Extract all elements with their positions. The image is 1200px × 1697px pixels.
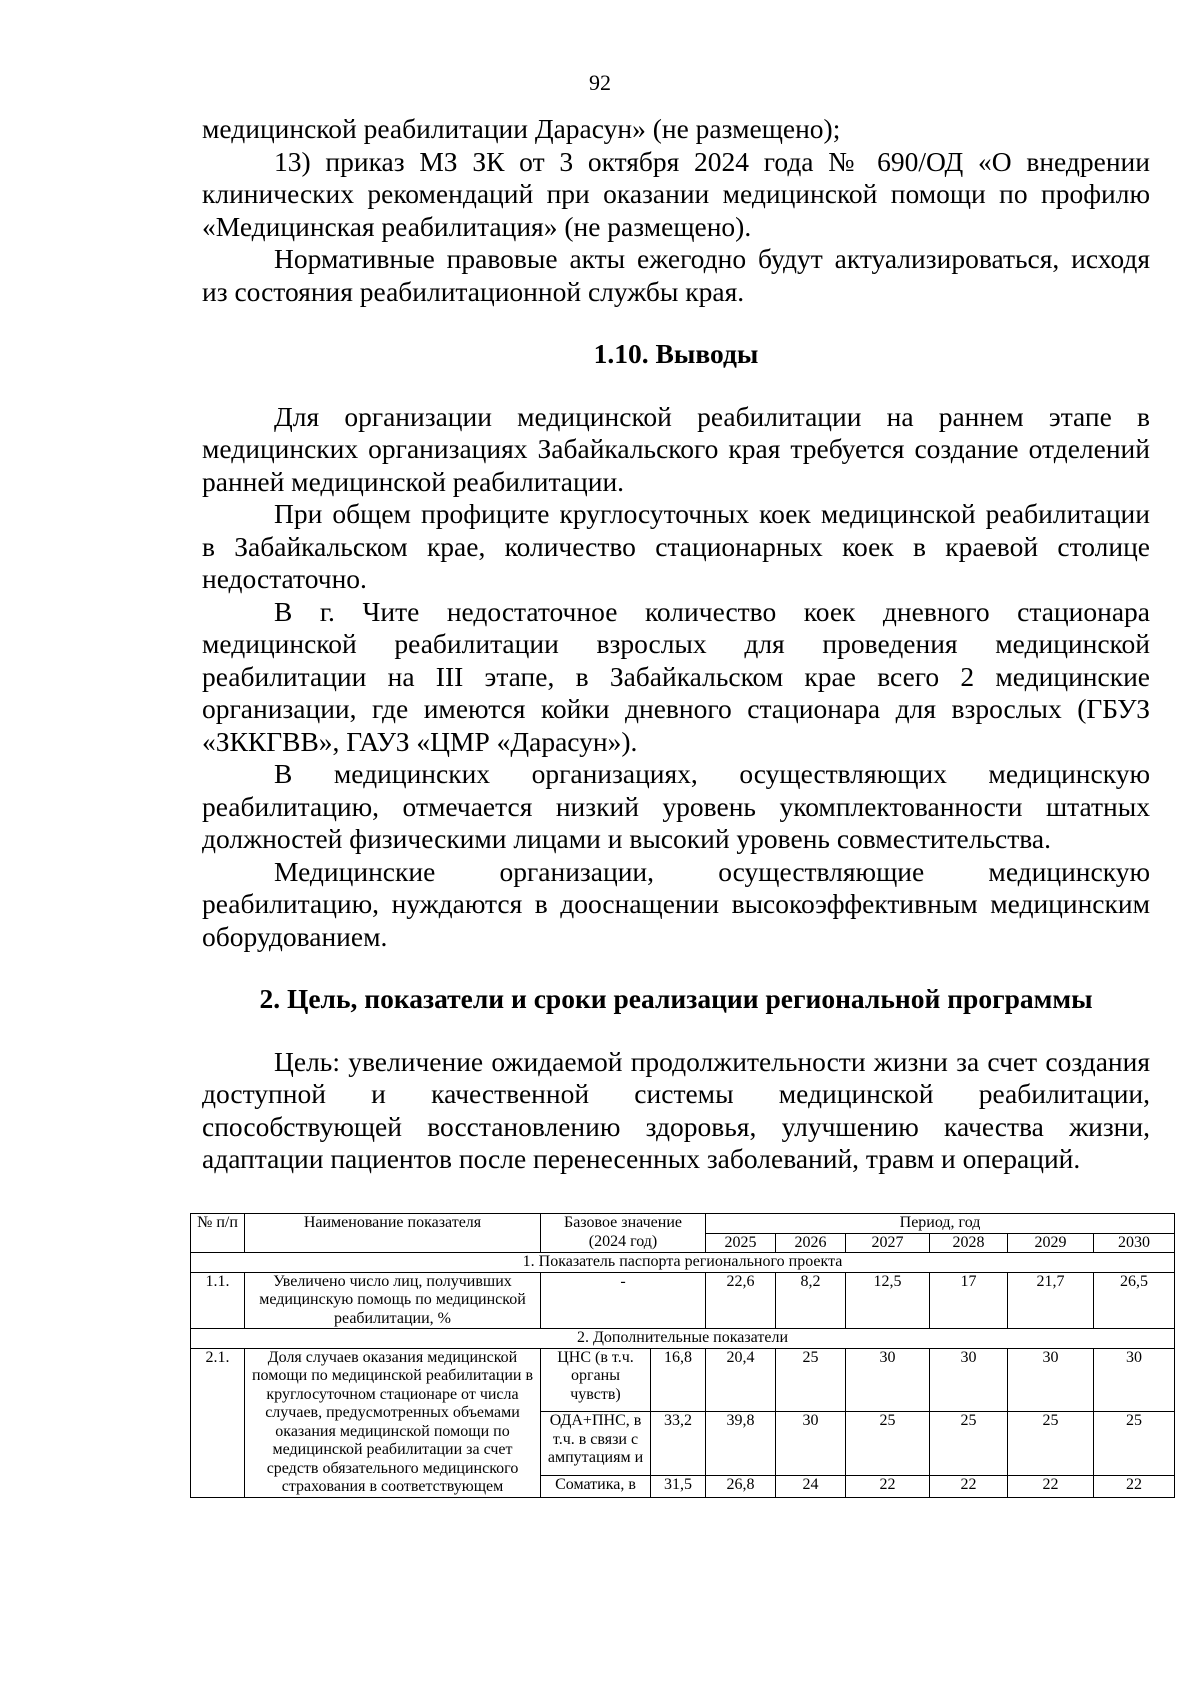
row-name: Доля случаев оказания медицинской помощи по медицинской реабилитации в круглосуточном стационаре от числа случаев, предусмотренных объемами оказания медицинской помощи по медицинской реабилитации за счет средств обязательного медицинского страхования в соответствующем [245,1348,541,1497]
row-value: 26,5 [1094,1272,1175,1329]
row-value: 22 [1008,1475,1094,1497]
paragraph: В г. Чите недостаточное количество коек дневного стационара медицинской реабилитации взрослых для проведения медицинской реабилитации на III этапе, в Забайкальском крае всего 2 медицинские организации, где имеются койки дневного стационара для взрослых (ГБУЗ «ЗККГВВ», ГАУЗ «ЦМР «Дарасун»). [202,595,1150,757]
header-name: Наименование показателя [245,1214,541,1253]
paragraph: 13) приказ МЗ ЗК от 3 октября 2024 года № 690/ОД «О внедрении клинических рекомендаций при оказании медицинской помощи по профилю «Медицинская реабилитация» (не размещено). [202,145,1150,242]
row-value: 8,2 [776,1272,846,1329]
paragraph: Нормативные правовые акты ежегодно будут актуализироваться, исходя из состояния реабилитационной службы края. [202,243,1150,307]
row-value: 26,8 [706,1475,776,1497]
row-value: 39,8 [706,1412,776,1476]
table-header-row [191,1214,1175,1234]
header-base: Базовое значение (2024 год) [541,1214,706,1253]
paragraph: медицинской реабилитации Дарасун» (не размещено); [202,113,841,144]
row-value: 24 [776,1475,846,1497]
subrow-base: 16,8 [651,1348,706,1412]
row-value: 22 [930,1475,1008,1497]
row-num: 2.1. [191,1348,245,1497]
table-section-row [191,1329,1175,1349]
table-row [191,1272,1175,1329]
row-value: 17 [930,1272,1008,1329]
row-value: 25 [846,1412,930,1476]
header-year: 2029 [1008,1233,1094,1253]
section-heading: 2. Цель, показатели и сроки реализации региональной программы [259,983,1093,1014]
header-year: 2026 [776,1233,846,1253]
row-value: 30 [930,1348,1008,1412]
subrow-label: ЦНС (в т.ч. органы чувств) [541,1348,651,1412]
indicators-table [190,1213,1175,1498]
paragraph: В медицинских организациях, осуществляющих медицинскую реабилитацию, отмечается низкий уровень укомплектованности штатных должностей физическими лицами и высокий уровень совместительства. [202,758,1150,854]
row-value: 22 [1094,1475,1175,1497]
row-base: - [541,1272,706,1329]
row-value: 25 [776,1348,846,1412]
row-value: 22,6 [706,1272,776,1329]
header-year: 2028 [930,1233,1008,1253]
document-body [202,113,1150,1176]
table-section-row [191,1253,1175,1273]
row-value: 30 [776,1412,846,1476]
section-title: 1. Показатель паспорта регионального проекта [191,1253,1175,1273]
row-value: 25 [1094,1412,1175,1476]
table-row [191,1348,1175,1412]
row-value: 25 [930,1412,1008,1476]
paragraph: При общем профиците круглосуточных коек медицинской реабилитации в Забайкальском крае, количество стационарных коек в краевой столице недостаточно. [202,498,1150,594]
subrow-label: Соматика, в [541,1475,651,1497]
row-num: 1.1. [191,1272,245,1329]
section-heading: 1.10. Выводы [593,338,759,369]
row-value: 21,7 [1008,1272,1094,1329]
goal-paragraph: Цель: увеличение ожидаемой продолжительности жизни за счет создания доступной и качественной системы медицинской реабилитации, способствующей восстановлению здоровья, улучшению качества жизни, адаптации пациентов после перенесенных заболеваний, травм и операций. [202,1045,1150,1174]
header-year: 2025 [706,1233,776,1253]
row-value: 30 [846,1348,930,1412]
header-year: 2030 [1094,1233,1175,1253]
page-number: 92 [589,70,611,95]
row-value: 12,5 [846,1272,930,1329]
row-value: 30 [1094,1348,1175,1412]
subrow-label: ОДА+ПНС, в т.ч. в связи с ампутациям и [541,1412,651,1476]
paragraph: Для организации медицинской реабилитации на раннем этапе в медицинских организациях Забайкальского края требуется создание отделений ранней медицинской реабилитации. [202,400,1150,497]
row-value: 22 [846,1475,930,1497]
subrow-base: 31,5 [651,1475,706,1497]
paragraph: Медицинские организации, осуществляющие медицинскую реабилитацию, нуждаются в дооснащении высокоэффективным медицинским оборудованием. [202,855,1150,952]
row-value: 25 [1008,1412,1094,1476]
section-title: 2. Дополнительные показатели [191,1329,1175,1349]
header-num: № п/п [191,1214,245,1253]
header-period: Период, год [706,1214,1175,1234]
row-value: 20,4 [706,1348,776,1412]
row-name: Увеличено число лиц, получивших медицинскую помощь по медицинской реабилитации, % [245,1272,541,1329]
subrow-base: 33,2 [651,1412,706,1476]
row-value: 30 [1008,1348,1094,1412]
header-year: 2027 [846,1233,930,1253]
